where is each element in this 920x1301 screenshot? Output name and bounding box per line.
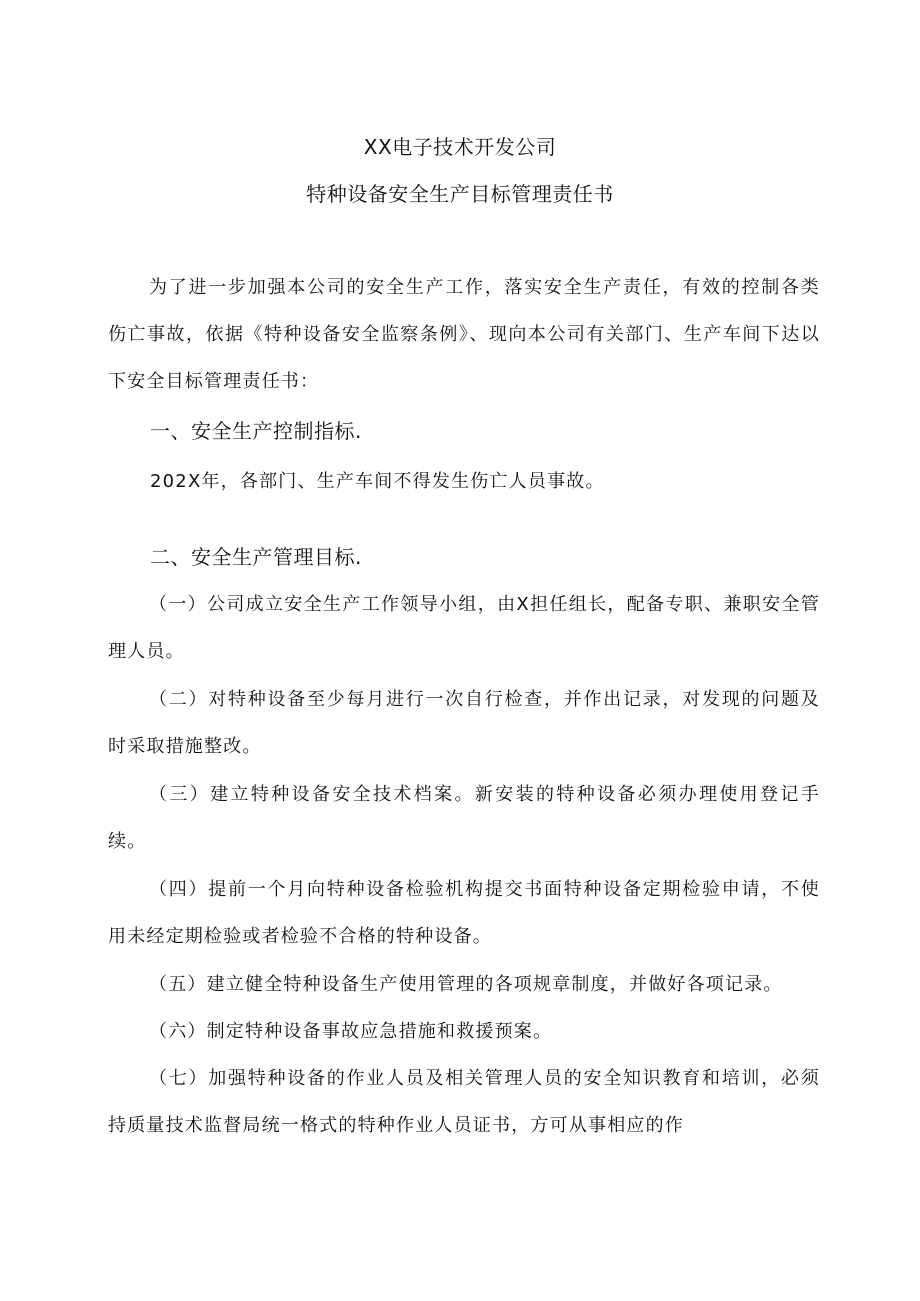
- document-title: 特种设备安全生产目标管理责任书: [306, 182, 614, 206]
- management-item-4: （四）提前一个月向特种设备检验机构提交书面特种设备定期检验申请，不使用未经定期检验或者检验不合格的特种设备。: [108, 879, 820, 947]
- company-name: XX电子技术开发公司: [363, 135, 557, 159]
- management-item-3: （三）建立特种设备安全技术档案。新安装的特种设备必须办理使用登记手续。: [108, 784, 820, 852]
- management-item-2: （二）对特种设备至少每月进行一次自行检查，并作出记录，对发现的问题及时采取措施整改。: [108, 689, 820, 757]
- section-heading-control-targets: 一、安全生产控制指标.: [150, 419, 362, 443]
- control-target-text: 202X年，各部门、生产车间不得发生伤亡人员事故。: [150, 471, 605, 492]
- intro-paragraph: 为了进一步加强本公司的安全生产工作，落实安全生产责任，有效的控制各类伤亡事故，依据《特种设备安全监察条例》、现向本公司有关部门、生产车间下达以下安全目标管理责任书：: [108, 277, 820, 392]
- management-item-7: （七）加强特种设备的作业人员及相关管理人员的安全知识教育和培训，必须持质量技术监督局统一格式的特种作业人员证书，方可从事相应的作: [108, 1068, 820, 1136]
- management-item-6: （六）制定特种设备事故应急措施和救援预案。: [149, 1021, 553, 1042]
- management-item-1: （一）公司成立安全生产工作领导小组，由X担任组长，配备专职、兼职安全管理人员。: [108, 594, 820, 662]
- management-item-5: （五）建立健全特种设备生产使用管理的各项规章制度，并做好各项记录。: [149, 974, 783, 995]
- section-heading-management-targets: 二、安全生产管理目标.: [150, 545, 362, 569]
